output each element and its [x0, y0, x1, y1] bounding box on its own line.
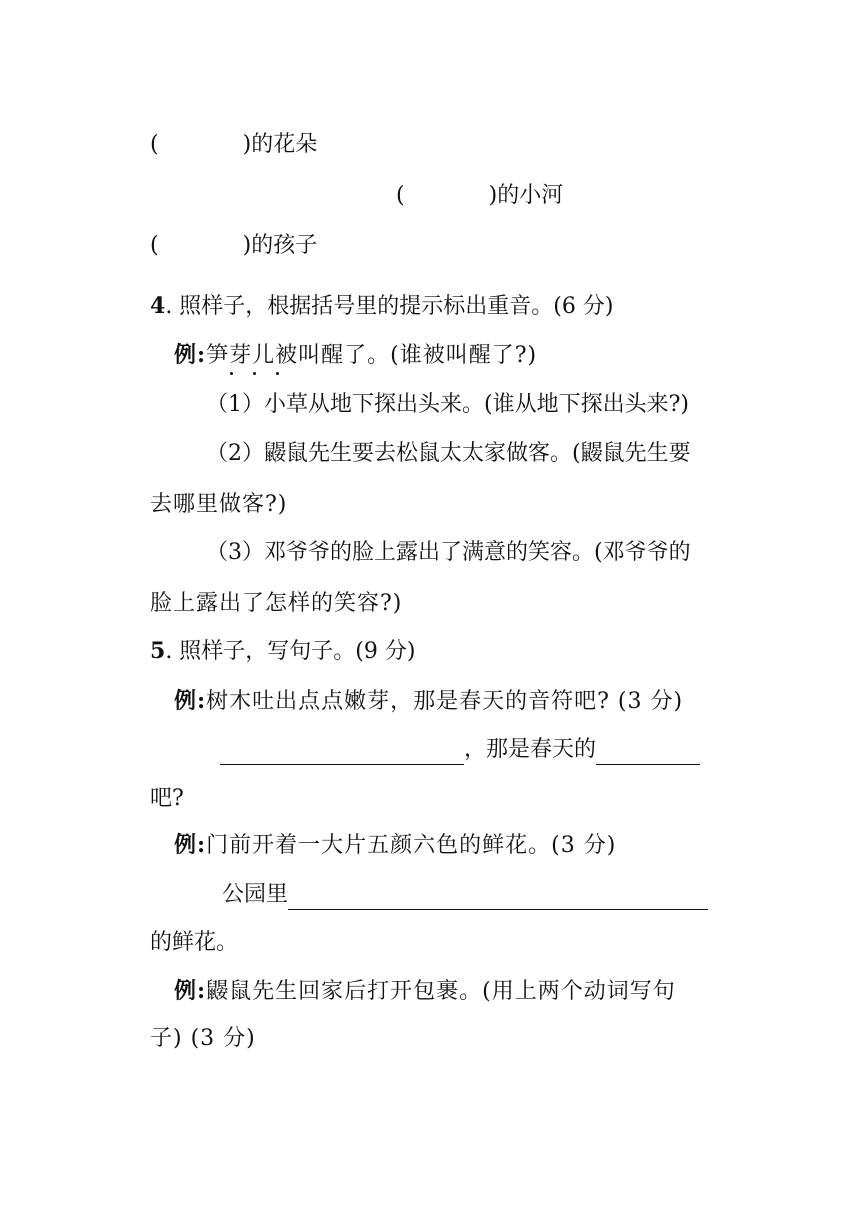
question-5-example-1: 例:树木吐出点点嫩芽，那是春天的音符吧? (3 分) — [174, 688, 684, 714]
answer-blank[interactable] — [220, 740, 464, 765]
fill-line-2: ( )的小河 — [396, 183, 564, 208]
question-5-answer-1: ，那是春天的 — [220, 735, 700, 765]
stress-dot — [230, 372, 233, 375]
question-5-example-2: 例:门前开着一大片五颜六色的鲜花。(3 分) — [174, 832, 617, 858]
fill-line-3: ( )的孩子 — [150, 233, 318, 258]
fill-line-1: ( )的花朵 — [150, 132, 318, 157]
fill-text: 的小河 — [497, 183, 564, 208]
answer-blank[interactable] — [288, 885, 708, 910]
question-5-example-3: 例:鼹鼠先生回家后打开包裹。(用上两个动词写句 — [174, 978, 676, 1004]
question-5-answer-2: 公园里 — [222, 880, 708, 910]
question-5-answer-2-end: 的鲜花。 — [150, 930, 239, 955]
question-5-title: 5. 照样子，写句子。(9 分) — [150, 638, 416, 664]
question-4-title: 4. 照样子，根据括号里的提示标出重音。(6 分) — [150, 293, 614, 319]
question-4-item-3-cont: 脸上露出了怎样的笑容?) — [150, 591, 403, 616]
question-4-example: 例:笋芽儿被叫醒了。(谁被叫醒了?) — [174, 342, 538, 368]
question-4-item-3: （3）邓爷爷的脸上露出了满意的笑容。(邓爷爷的 — [206, 540, 691, 565]
question-4-item-1: （1）小草从地下探出头来。(谁从地下探出头来?) — [206, 392, 689, 417]
answer-blank[interactable] — [596, 740, 700, 765]
fill-text: 的孩子 — [251, 233, 318, 258]
question-5-example-3-cont: 子) (3 分) — [150, 1026, 256, 1051]
stress-dot — [276, 372, 279, 375]
fill-text: 的花朵 — [251, 132, 318, 157]
question-4-item-2: （2）鼹鼠先生要去松鼠太太家做客。(鼹鼠先生要 — [206, 441, 691, 466]
question-4-item-2-cont: 去哪里做客?) — [150, 492, 288, 517]
question-5-answer-1-end: 吧? — [150, 786, 184, 811]
stress-dot — [253, 372, 256, 375]
